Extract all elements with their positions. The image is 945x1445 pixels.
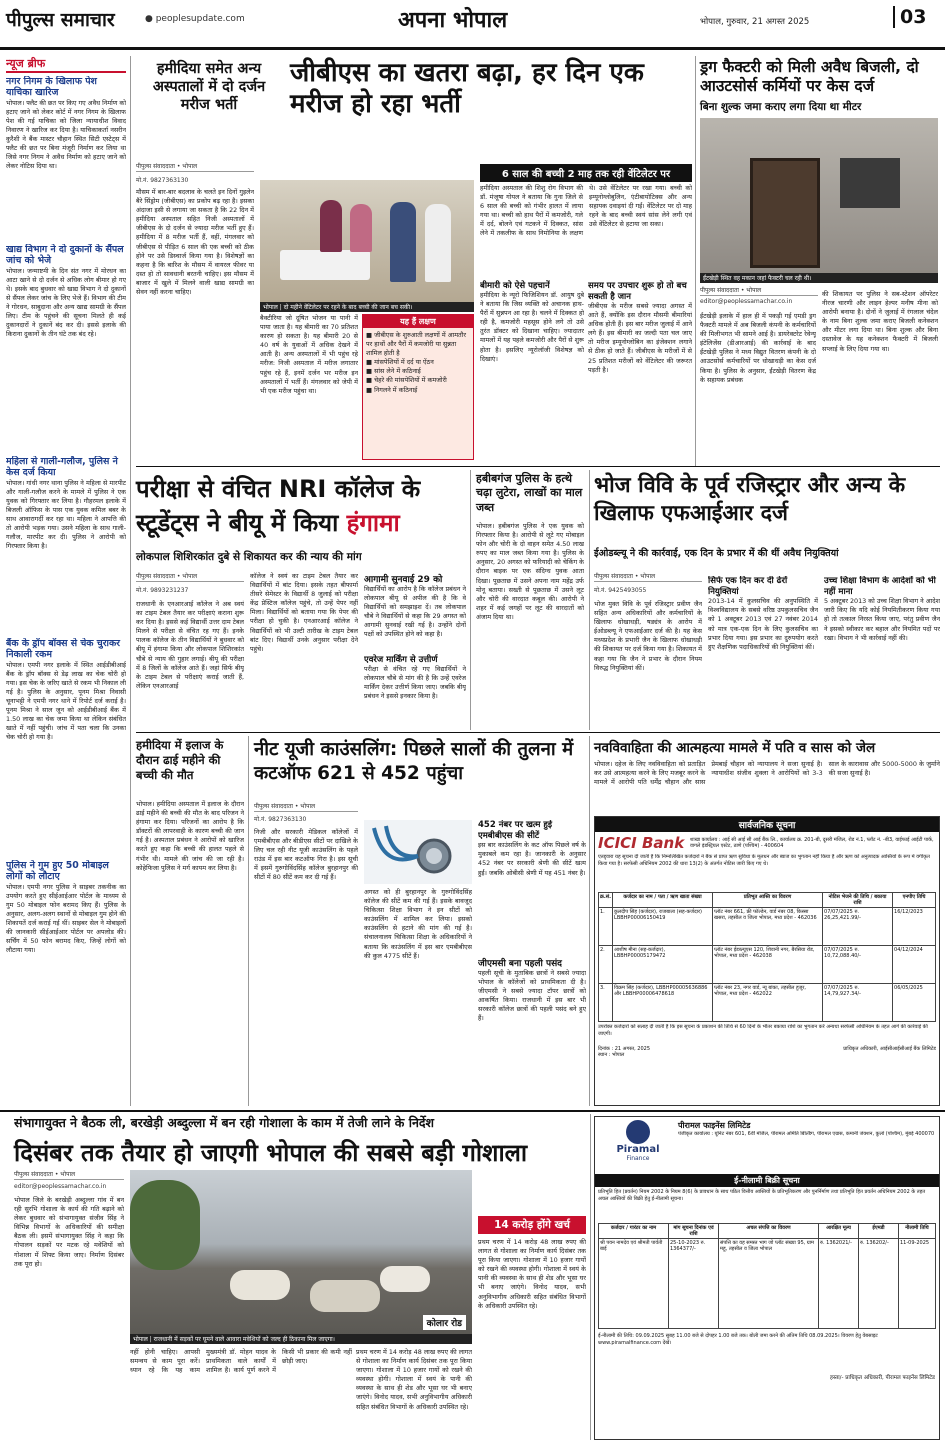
- gaushala-headline: दिसंबर तक तैयार हो जाएगी भोपाल की सबसे बड़ी गोशाला: [14, 1139, 528, 1167]
- hamidia-girl-body: भोपाल। हमीदिया अस्पताल में इलाज के दौरान ढाई महीने की बच्ची की मौत के बाद परिजन ने हंगामा कर दिया। परिजनों का आरोप है कि डॉक्टरों की लापरवाही के कारण बच्ची की जान गई है। अस्पताल प्रबंधन ने आरोपों को खारिज करते हुए कहा कि बच्ची की हालत पहले से गंभीर थी। मामले की जांच की जा रही है। कोहेफिजा पुलिस ने मर्ग कायम कर लिया है।: [136, 800, 244, 872]
- icici-intro: एतद्द्वारा यह सूचना दी जाती है कि निम्नलिखित कर्जदारों ने बैंक से प्राप्त ऋण सुविधा के मूलधन और ब्याज का भुगतान नहीं किया है और ऋण को अनुत्पादक आस्तियों के रूप में वर्गीकृत किया गया है। सरफेसी अधिनियम 2002 की धारा 13(2) के अंतर्गत नोटिस जारी किए गए थे।: [598, 854, 930, 867]
- table-cell: 3.: [599, 984, 613, 1022]
- table-cell: 04/12/2024: [893, 946, 936, 984]
- brief-headline: पुलिस ने गुम हुए 50 मोबाइल लोगों को लौटाए: [6, 860, 109, 883]
- bhoj-box1-heading: सिर्फ एक दिन कर दी ढेरों नियुक्तियां: [708, 576, 788, 597]
- tree-shape: [130, 1180, 200, 1270]
- brief-body: भोपाल। एमपी नगर इलाके में स्थित आईडीबीआई बैंक के ड्रॉप बॉक्स से डेढ़ लाख का चेक चोरी हो गया। इस चेक के जरिए खाते से रकम भी निकाल ली गई है। पुलिस के अनुसार, पूनम मिश्रा निवासी चूनाभट्टी ने एमपी नगर थाने में रिपोर्ट दर्ज कराई है। पूनम मिश्रा ने साल जून को आईडीबीआई बैंक में 1.50 लाख का चेक जमा किया था लेकिन संबंधित खाते में नहीं पहुंची। जांच में पता चला कि उनका चेक चोरी हो गया है।: [6, 660, 126, 742]
- website-link[interactable]: ● peoplesupdate.com: [145, 14, 245, 24]
- dowry-headline: नवविवाहिता की आत्महत्या मामले में पति व सास को जेल: [594, 740, 876, 756]
- nri-marking-box: [364, 654, 466, 726]
- dowry-body: भोपाल। दहेज के लिए नवविवाहिता को प्रताड़ित कर उसे आत्महत्या करने के लिए मजबूर करने के मामले में आरोपी पति धर्मेंद्र चौहान और सास प्रेमबाई चौहान को न्यायालय ने सजा सुनाई है। न्यायाधीश संजीव शुक्ला ने आरोपियों को 3-3 साल के कारावास और 5000-5000 के जुर्माने की सजा सुनाई है।: [594, 760, 940, 787]
- piramal-table: [598, 1223, 936, 1329]
- stethoscope-icon: [364, 820, 472, 884]
- piramal-logo: [598, 1120, 678, 1171]
- doctor-figure: [390, 202, 416, 282]
- symptom-text: निगलने में कठिनाई: [374, 385, 418, 394]
- piramal-brand: Piramal: [616, 1144, 660, 1155]
- section-rule: [136, 466, 940, 467]
- neet-sub2: [478, 956, 586, 1102]
- gaushala-col1: भोपाल जिले के बरखेड़ी अब्दुल्ला गांव में बन रही सुरभि गोशाला के कार्य की गति बढ़ाने को लेकर बुधवार को संभागायुक्त संजीव सिंह ने विभिन्न विभागों के अधिकारियों की समीक्षा बैठक ली। इसमें संभागायुक्त सिंह ने कहा कि गोपालन सड़कों पर मटक रहे मवेशियों को गोशाला में शिफ्ट किया जाए। निर्माण दिसंबर तक पूरा हो।: [14, 1196, 124, 1268]
- table-cell: 2.: [599, 946, 613, 984]
- gaushala-col2: नहीं होनी चाहिए। आपसी समन्वय से काम पूरा करें। ध्यान रहे कि यह काम मुख्यमंत्री डॉ. मोहन यादव के प्राथमिकता वाले कार्यों में शामिल है। कार्य पूर्ण करने में किसी भी प्रकार की कमी नहीं छोड़ी जाए।: [130, 1348, 352, 1375]
- symptom-item: ■ सांस लेने में कठिनाई: [366, 367, 421, 376]
- table-cell: 16/12/2023: [893, 908, 936, 946]
- neet-mobile: मो.नं. 9827363130: [254, 816, 307, 823]
- masthead: [0, 0, 945, 50]
- bhoj-box2-heading: उच्च शिक्षा विभाग के आदेशों को भी नहीं माना: [824, 576, 936, 597]
- gaushala-col3-top: प्रथम चरण में 14 करोड़ 48 लाख रुपए की लागत से गोशाला का निर्माण कार्य दिसंबर तक पूरा किया जाएगा। गोशाला में 10 हजार गायों को रखने की व्यवस्था होगी। गोशाला में स्वयं के पानी की व्यवस्था के साथ ही शेड और भूसा घर भी बनाए जाएंगे। विनोद यादव, सभी अनुविभागीय अधिकारी सहित संबंधित विभागों के अधिकारी उपस्थित रहे।: [478, 1238, 586, 1310]
- symptoms-title: यह हैं लक्षण: [363, 315, 473, 328]
- table-header: आरक्षित मूल्य: [819, 1224, 859, 1239]
- gbs-subhead: 6 साल की बच्ची 2 माह तक रही वेंटिलेटर पर: [480, 164, 692, 182]
- info-heading: बीमारी को ऐसे पहचानें: [480, 281, 550, 291]
- family-figure: [350, 204, 372, 252]
- table-header: क्र.सं.: [599, 893, 613, 908]
- bhoj-box2: [824, 576, 940, 726]
- drug-subhead: बिना शुल्क जमा कराए लगा दिया था मीटर: [700, 101, 862, 113]
- time-heading: समय पर उपचार शुरू हो तो बच सकती है जान: [588, 281, 687, 302]
- table-header: प्रतिभूत आस्ति का विवरण: [713, 893, 823, 908]
- icici-table: [598, 892, 936, 1022]
- hamidia-girl-headline: हमीदिया में इलाज के दौरान ढाई महीने की बच्ची की मौत: [136, 738, 224, 782]
- gbs-kicker: हमीदिया समेत अन्य अस्पतालों में दो दर्जन मरीज भर्ती: [152, 61, 266, 114]
- table-cell: प्लॉट नंबर 23, नगर वार्ड, न्यू बांका, तहसील हुजूर, भोपाल, मध्य प्रदेश - 462022: [713, 984, 823, 1022]
- next-hearing-body: विद्यार्थियों का आरोप है कि कॉलेज प्रबंधन ने लोकपाल बीयू से अपील की है कि वे विद्यार्थियों को समझाइश दें। तब लोकपाल चौबे ने विद्यार्थियों से कहा कि 29 अगस्त को आगामी सुनवाई रखी गई है। उन्होंने दोनों पक्षों को उपस्थित होने को कहा है।: [364, 585, 466, 639]
- table-row: [599, 984, 936, 1022]
- gaushala-col3: प्रथम चरण में 14 करोड़ 48 लाख रुपए की लागत से गोशाला का निर्माण कार्य दिसंबर तक पूरा किया जाएगा। गोशाला में 10 हजार गायों को रखने की व्यवस्था होगी। गोशाला में स्वयं के पानी की व्यवस्था के साथ ही शेड और भूसा घर भी बनाए जाएंगे। विनोद यादव, सभी अनुविभागीय अधिकारी सहित संबंधित विभागों के अधिकारी उपस्थित रहे।: [356, 1348, 472, 1411]
- drug-byline: पीपुल्स संवाददाता • भोपाल: [700, 286, 818, 296]
- nri-headline-text: परीक्षा से वंचित NRI कॉलेज के स्टूडेंट्स ने बीयू में किया: [136, 475, 421, 538]
- section-rule: [136, 732, 940, 733]
- bhoj-byline: पीपुल्स संवाददाता • भोपाल: [594, 572, 702, 582]
- column-divider: [589, 736, 590, 1106]
- neet-sub1: [478, 820, 586, 954]
- cow-shape: [380, 1266, 430, 1292]
- gbs-col1: मौसम में बार-बार बदलाव के चलते इन दिनों गुइलेन बैरे सिंड्रोम (जीबीएस) का प्रकोप बढ़ रहा है। इसका अंदाजा इसी से लगाया जा सकता है कि 22 दिन में हमीदिया अस्पताल सहित निजी अस्पतालों में जीबीएस के दो दर्जन से ज्यादा मरीज भर्ती हुए हैं। हमीदिया में 8 मरीज भर्ती हैं, वहीं, मंगलवार को जीबीएस से पीड़ित 6 साल की एक बच्ची को ठीक होने पर उसे डिस्चार्ज किया गया है। विशेषज्ञों का कहना है कि बारिश के मौसम में वायरल फीवर या दस्त हो तो सावधानी बरतनी चाहिए। इस मौसम में बाजार में खुले में मिलने वाली खाद्य सामग्री का सेवन नहीं करना चाहिए।: [136, 188, 254, 297]
- nri-col1: राजधानी के एनआरआई कॉलेज ने अब स्वयं का टाइम टेबल तैयार कर परीक्षाएं कराना शुरू कर दिया है। इससे कई विद्यार्थी उत्तर दाम टेबल मिलने से परीक्षा से वंचित रह गए हैं। इनके पालक कॉलेज के तीन विद्यार्थियों ने बुधवार को बीयू में हंगामा किया और लोकपाल शिशिरकांत चौबे से न्याय की गुहार लगाई। बीयू की परीक्षा में 8 जिलों के कॉलेज आते हैं। जहां सिर्फ बीयू के टाइम टेबल से परीक्षाएं कराई जाती हैं, लेकिन एनआरआई: [136, 600, 244, 690]
- table-cell: 07/07/2025 रु. 10,72,088.40/-: [823, 946, 893, 984]
- brief-headline: नगर निगम के खिलाफ पेश याचिका खारिज: [6, 76, 97, 99]
- bhoj-subhead: ईओडब्ल्यू ने की कार्रवाई, एक दिन के प्रभार में की थीं अवैध नियुक्तियां: [594, 548, 839, 559]
- bhoj-col1: भोज मुक्त विवि के पूर्व रजिस्ट्रार प्रवीण जैन सहित अन्य अधिकारियों और कर्मचारियों के खिलाफ धोखाधड़ी, षड्यंत्र के आरोप में ईओडब्ल्यू ने एफआईआर दर्ज की है। यह केस मध्यप्रदेश के प्रभारी जैन के खिलाफ धोखाधड़ी की शिकायत पर दर्ज किया गया है। शिकायत में कहा गया कि जैन ने प्रभार के दौरान नियम विरुद्ध नियुक्तियां कीं।: [594, 600, 702, 672]
- gaushala-cost-badge: 14 करोड़ होंगे खर्च: [478, 1216, 586, 1234]
- gbs-byline: पीपुल्स संवाददाता • भोपाल: [136, 162, 254, 172]
- bhoj-box1: [708, 576, 818, 726]
- nri-col2: कॉलेज ने स्वयं का टाइम टेबल तैयार कर विद्यार्थियों में बांट दिया। इसके तहत बीफार्मा तीसरे सेमेस्टर के विद्यार्थी 8 जुलाई को परीक्षा केंद्र प्रेस्टिज कॉलेज पहुंचे, तो उन्हें पेपर नहीं मिला। विद्यार्थियों को बताया गया कि पेपर की परीक्षा हो चुकी है। एनआरआई कॉलेज ने विद्यार्थियों को भी उल्टी तारीख के टाइम टेबल बांट दिए। विद्यार्थी उनके अनुसार परीक्षा देने पहुंचे।: [250, 572, 358, 653]
- brief-item: [6, 244, 126, 450]
- piramal-footer: ई-नीलामी की तिथि: 09.09.2025 सुबह 11.00 बजे से दोपहर 1.00 बजे तक। बोली जमा करने की अंतिम तिथि 08.09.2025। विवरण हेतु वेबसाइट www.piramalfinance.com देखें।: [598, 1333, 878, 1346]
- icici-notice-title: सार्वजनिक सूचना: [595, 817, 939, 832]
- habibganj-body: भोपाल। हबीबगंज पुलिस ने एक युवक को गिरफ्तार किया है। आरोपी से लूटे गए मोबाइल फोन और चोरी के दो वाहन समेत 4.50 लाख रुपए का माल जब्त किया गया है। पुलिस के अनुसार, 20 अगस्त को फरियादी को चेकिंग के दौरान बाइक पर एक संदिग्ध युवक आता दिखा। पूछताछ में उसने अपना नाम महेंद्र उर्फ मोनू बताया। सख्ती से पूछताछ में उसने लूट और चोरी की वारदात कबूल की। आरोपी ने शहर में कई जगहों पर लूट की वारदातों को अंजाम दिया था।: [476, 522, 584, 621]
- brief-item: [6, 638, 126, 854]
- next-hearing-heading: आगामी सुनवाई 29 को: [364, 575, 443, 585]
- neet-col2: अगस्त को ही बुरहानपुर के गुरुगोविंदसिंह कॉलेज की सीटें कम की गई हैं। इसके बावजूद चिकित्सा शिक्षा विभाग ने इन सीटों को काउंसलिंग में शामिल कर लिया। इसको काउंसलिंग से हटाने की मांग की गई है। संचालनालय चिकित्सा शिक्षा के अधिकारियों ने बताया कि काउंसलिंग में इस बार एमबीबीएस की कुल 4775 सीटें हैं।: [364, 888, 472, 960]
- nri-next-box: [364, 572, 466, 652]
- icici-footer: उपरोक्त कर्जदारों को सलाह दी जाती है कि इस सूचना के प्रकाशन की तिथि से 60 दिनों के भीतर बकाया राशि का भुगतान करें अन्यथा सरफेसी अधिनियम के तहत आगे की कार्रवाई की जाएगी।: [598, 1024, 928, 1037]
- gbs-col3: हमीदिया अस्पताल की शिशु रोग विभाग की डॉ. मंजूषा गोयल ने बताया कि गुना जिले से 6 साल की बच्ची को गंभीर हालत में लाया गया था। बच्ची को हाथ पैरों में कमजोरी, गले में दर्द, बोलने एवं गटकने में दिक्कत, सांस लेने में तकलीफ के साथ निमोनिया के लक्षण थे। उसे वेंटिलेटर पर रखा गया। बच्ची को इम्यूनोग्लोबुलिन, एंटीबायोटिक्स और अन्य सहायक दवाइयां दी गईं। वेंटिलेटर पर दो माह रहने के बाद बच्ची स्वयं सांस लेने लगी एवं उसे वेंटिलेटर से हटाया जा सका।: [480, 184, 692, 238]
- cow-shape: [230, 1270, 290, 1300]
- symptom-text: मांसपेशियों में दर्द या ऐंठन: [374, 358, 434, 367]
- bhoj-box1-body: 2013-14 में कुलसचिव की अनुपस्थिति में विश्वविद्यालय के सबसे वरिष्ठ उपकुलसचिव जैन को 1 अक्टूबर 2013 एवं 27 नवंबर 2014 को मात्र एक-एक दिन के लिए कुलसचिव का प्रभार दिया गया। इस प्रभार का दुरुपयोग करते हुए शैक्षणिक पदाधिकारियों की नियुक्तियां कीं।: [708, 597, 818, 651]
- table-cell: प्लॉट नंबर 661, फ्री फॉल्डेन, वार्ड नंबर 08, किस्सा खसरा, तहसील व जिला भोपाल, मध्य प्रदेश - 462036: [713, 908, 823, 946]
- symptom-item: ■ निगलने में कठिनाई: [366, 385, 418, 394]
- neet-byline: पीपुल्स संवाददाता • भोपाल: [254, 802, 358, 812]
- icici-logo: [598, 834, 690, 852]
- table-cell: 07/07/2025 रु. 14,79,927.34/-: [823, 984, 893, 1022]
- piramal-notice-title: ई-नीलामी बिक्री सूचना: [595, 1174, 939, 1187]
- drug-photo-caption: ईंटखेड़ी स्थित वह मकान जहां फैक्टरी चल रही थी।: [700, 273, 938, 283]
- habibganj-headline: हबीबगंज पुलिस के हत्थे चढ़ा लुटेरा, लाखों का माल जब्त: [476, 472, 583, 514]
- table-cell: संपत्ति का वह समस्त भाग जो प्लॉट संख्या 95, ग्राम महू, तहसील व जिला भोपाल: [719, 1239, 819, 1329]
- brief-item: [6, 76, 126, 238]
- bhoj-mobile: मो.नं. 9425493055: [594, 587, 647, 594]
- neet-col1: निजी और सरकारी मेडिकल कॉलेजों में एमबीबीएस और बीडीएस सीटों पर दाखिले के लिए चल रही नीट यूजी काउंसलिंग के पहले राउंड में इस बार कटऑफ गिरा है। इस सूची में इसमें गुरुगोविंदसिंह कॉलेज बुरहानपुर की सीटों में 80 सीटें कम कर दी गई हैं।: [254, 828, 358, 882]
- table-cell: रु. 136202/-: [859, 1239, 899, 1329]
- piramal-signature: हस्ता/- प्राधिकृत अधिकारी, पीरामल फाइनेंस लिमिटेड: [830, 1375, 935, 1381]
- doctor-figure: [425, 204, 451, 282]
- column-divider: [248, 736, 249, 1106]
- brief-body: भोपाल। गांधी नगर थाना पुलिस ने महिला से मारपीट और गाली-गलौज करने के मामले में पुलिस ने एक युवक को गिरफ्तार कर लिया है। गौहरमल इलाके में बिजली ऑफिस के पास एक युवक कमिल बबर के साथ आवारागर्दी कर रहा था। महिला ने आपत्ति की तो आरोपी भड़क गया। उसने महिला के साथ गाली-गलौज, मारपीट कर दी। पुलिस ने आरोपी को गिरफ्तार किया है।: [6, 478, 126, 551]
- column-divider: [695, 56, 696, 466]
- table-header: एनपीए तिथि: [893, 893, 936, 908]
- table-header: कर्जदार का नाम / पता / ऋण खाता संख्या: [613, 893, 713, 908]
- symptoms-box: [362, 314, 474, 460]
- piramal-brand-sub: Finance: [626, 1155, 650, 1162]
- drug-email[interactable]: editor@peoplessamachar.co.in: [700, 298, 793, 305]
- gbs-headline: जीबीएस का खतरा बढ़ा, हर दिन एक मरीज हो रहा भर्ती: [290, 58, 644, 120]
- table-cell: रु. 1362021/-: [819, 1239, 859, 1329]
- gbs-col2: बैक्टीरिया जो दूषित भोजन या पानी में पाया जाता है। यह बीमारी का 70 प्रतिशत कारण हो सकता है। यह बीमारी 20 से 40 वर्ष के युवाओं में अधिक देखने में आती है। अन्य अस्पतालों में भी पहुंच रहे मरीज: निजी अस्पताल में मरीज लगातार पहुंच रहे हैं, इनमें दर्जन भर मरीज इन अस्पतालों में भर्ती हैं। मंगलवार को जेपी में भी एक मरीज पहुंचा था।: [260, 314, 358, 395]
- table-cell: कुलदीप सिंह (कर्जदार), राजबाला (सह-कर्जदार) LBBHP00006150419: [613, 908, 713, 946]
- nri-headline-highlight: हंगामा: [346, 509, 400, 538]
- drug-col1: ईंटखेड़ी इलाके में हाल ही में पकड़ी गई एमडी ड्रग फैक्टरी मामले में अब बिजली कंपनी के कर्मचारियों की मिलीभगत भी सामने आई है। डायरेक्टरेट रेवेन्यू इंटेलिजेंस (डीआरआई) की कार्रवाई के बाद ईंटखेड़ी पुलिस ने मध्य विद्युत वितरण कंपनी के दो आउटसोर्स कर्मचारियों पर धोखाधड़ी का केस दर्ज किया है। पुलिस के अनुसार, ईंटखेड़ी वितरण केंद्र के सहायक प्रबंधक: [700, 312, 816, 384]
- table-header-row: [599, 1224, 936, 1239]
- gbs-info-box: [480, 280, 584, 460]
- symptom-item: ■ जीबीएस के शुरुआती लक्षणों में आमतौर पर हाथों और पैरों में कमजोरी या सुन्नता शामिल होती है: [366, 331, 466, 358]
- icici-logo-text: ICICI Bank: [598, 834, 685, 852]
- stethoscope-graphic: [364, 820, 472, 884]
- icici-notice: [594, 816, 940, 1106]
- symptom-text: जीबीएस के शुरुआती लक्षणों में आमतौर पर हाथों और पैरों में कमजोरी या सुन्नता शामिल होती है: [366, 331, 466, 358]
- time-body: जीबीएस के मरीज सबसे ज्यादा अगस्त में आते हैं, क्योंकि इस दौरान मौसमी बीमारियां अधिक होती हैं। इस बार मरीज जुलाई में आने लगे हैं। इस बीमारी का जल्दी पता चल जाए तो मरीज इम्यूनोग्लोबिन का इंजेक्शन लगाने से ठीक हो जाते हैं। जीबीएस के मरीजों में से 25 प्रतिशत मरीजों को वेंटिलेटर की जरूरत पड़ती है।: [588, 302, 692, 374]
- nri-headline: [136, 472, 466, 540]
- neet-sub2-body: पहली सूची के मुताबिक छात्रों ने सबसे ज्यादा भोपाल के कॉलेजों को प्राथमिकता दी है। जीएमसी ने सबसे ज्यादा टॉपर छात्रों को आकर्षित किया। राजधानी में इस बार भी सरकारी कॉलेज छात्रों की पहली पसंद बने हुए हैं।: [478, 969, 586, 1023]
- icici-signature: प्राधिकृत अधिकारी, आईसीआईसीआई बैंक लिमिटेड: [843, 1046, 936, 1052]
- piramal-address: पंजीकृत कार्यालय : यूनिट नंबर 601, 6वीं मंजिल, पीरामल अमिति बिल्डिंग, पीरामल एग्रास, कमानी जंक्शन, कुर्ला (पश्चिम), मुंबई 400070: [678, 1131, 935, 1137]
- piramal-intro: प्रतिभूति हित (प्रवर्तन) नियम 2002 के नियम 8(6) के प्रावधान के साथ पठित वित्तीय आस्तियों के प्रतिभूतिकरण और पुनर्निर्माण तथा प्रतिभूति हित प्रवर्तन अधिनियम 2002 के तहत अचल आस्तियों की बिक्री हेतु ई-नीलामी सूचना।: [598, 1189, 926, 1202]
- marking-heading: एवरेज मार्किंग से उत्तीर्ण: [364, 655, 438, 665]
- bed-shape: [280, 250, 370, 280]
- brief-item: [6, 456, 126, 632]
- table-header: नीलामी तिथि: [899, 1224, 936, 1239]
- news-brief-label: न्यूज ब्रीफ: [6, 56, 126, 73]
- door-shape: [750, 158, 820, 268]
- gbs-time-box: [588, 280, 692, 460]
- table-cell: 06/05/2025: [893, 984, 936, 1022]
- neet-sub1-body: इस बार काउंसलिंग के कट ऑफ पिछले वर्ष के मुकाबले कम रहा है। जानकारी के अनुसार 452 नंबर पर सरकारी श्रेणी की सीटें खत्म हुईं। जबकि ओबीसी श्रेणी में यह 451 नंबर है।: [478, 841, 586, 877]
- nri-mobile: मो.नं. 9893231237: [136, 587, 189, 594]
- table-cell: 11-09-2025: [899, 1239, 936, 1329]
- drug-photo: [700, 118, 938, 273]
- table-row: [599, 908, 936, 946]
- piramal-logo-icon: [626, 1120, 650, 1144]
- photo-location-label: कोलार रोड: [423, 1315, 466, 1330]
- bhoj-box2-body: 5 अक्टूबर 2013 को उच्च शिक्षा विभाग ने आदेश जारी किए कि यदि कोई नियमितीकरण किया गया हो तो तत्काल निरस्त किया जाए, परंतु प्रवीण जैन ने इसको स्वीकार कर बहाल और नियमित पदों पर रखा। विभाग ने भी कार्रवाई नहीं की।: [824, 597, 940, 642]
- drug-col2: की शिकायत पर पुलिस ने सब-स्टेशन ऑपरेटर नीरज चारणी और लाइन हेल्पर मनीष मीना को आरोपी बनाया है। दोनों ने जुलाई में रंगलाल चंदेल के नाम बिना शुल्क जमा कराए बिजली कनेक्शन और मीटर लगा दिया था। बिना शुल्क और बिना दस्तावेज के यह कनेक्शन फैक्टरी में बिजली सप्लाई के लिए दिया गया था।: [822, 290, 938, 353]
- bhoj-headline: भोज विवि के पूर्व रजिस्ट्रार और अन्य के खिलाफ एफआईआर दर्ज: [594, 473, 906, 526]
- info-body: हमीदिया के न्यूरो फिजिशियन डॉ. आयुष दुबे ने बताया कि जिस व्यक्ति को अचानक हाथ-पैरों में सुन्नपन आ रहा है। चलने में दिक्कत हो रही है, कमजोरी महसूस होने लगे तो उसे तुरंत डॉक्टर को दिखाना चाहिए। ज्यादातर मामलों में यह पहले कमजोरी और पैरों से शुरू होता है। इसलिए न्यूरोलॉजी विशेषज्ञ को दिखाएं।: [480, 291, 584, 363]
- table-row: [599, 946, 936, 984]
- column-divider: [589, 470, 590, 730]
- cow-shape: [310, 1280, 380, 1312]
- brief-headline: महिला से गाली-गलौज, पुलिस ने केस दर्ज किया: [6, 456, 118, 479]
- symptom-text: चेहरे की मांसपेशियों में कमजोरी: [374, 376, 447, 385]
- table-header: नोटिस भेजने की तिथि / बकाया राशि: [823, 893, 893, 908]
- marking-body: परीक्षा से वंचित रहे गए विद्यार्थियों ने लोकपाल चौबे से मांग की है कि उन्हें एवरेज मार्किंग देकर उत्तीर्ण किया जाए। जबकि बीयू प्रबंधन ने इससे इनकार किया है।: [364, 665, 466, 701]
- page-number: 03: [893, 6, 926, 28]
- nri-byline: पीपुल्स संवाददाता • भोपाल: [136, 572, 244, 582]
- table-header-row: [599, 893, 936, 908]
- section-title: अपना भोपाल: [398, 8, 508, 33]
- table-header: ईएमडी: [859, 1224, 899, 1239]
- gaushala-email[interactable]: editor@peoplessamachar.co.in: [14, 1183, 107, 1190]
- table-cell: 25-10-2023 रु. 1364377/-: [669, 1239, 719, 1329]
- neet-sub2-heading: जीएमसी बना पहली पसंद: [478, 959, 562, 969]
- gaushala-kicker: संभागायुक्त ने बैठक ली, बरखेड़ी अब्दुल्ला में बन रही गोशाला के काम में तेजी लाने के निर्देश: [14, 1115, 435, 1130]
- table-cell: प्लॉट नंबर ईडब्ल्यूएस 120, शिवानी नगर, बैरसिया रोड, भोपाल, मध्य प्रदेश - 462038: [713, 946, 823, 984]
- piramal-notice: [594, 1116, 940, 1440]
- symptom-item: ■ चेहरे की मांसपेशियों में कमजोरी: [366, 376, 447, 385]
- section-rule: [0, 1110, 945, 1112]
- gaushala-photo: [130, 1170, 472, 1334]
- paper-logo: पीपुल्स समाचार: [6, 9, 115, 31]
- website-text[interactable]: peoplesupdate.com: [155, 14, 245, 24]
- column-divider: [470, 470, 471, 730]
- news-brief-column: [6, 56, 126, 1106]
- symptom-item: ■ मांसपेशियों में दर्द या ऐंठन: [366, 358, 434, 367]
- gaushala-byline: पीपुल्स संवाददाता • भोपाल: [14, 1170, 124, 1180]
- gaushala-photo-caption: भोपाल | राजधानी में सड़कों पर घूमने वाले आवारा मवेशियों को जल्द ही ठिकाना मिल जाएगा।: [130, 1334, 472, 1344]
- table-cell: आशीष मीना (सह-कर्जदार), LBBHP00005179472: [613, 946, 713, 984]
- icici-place: स्थान : भोपाल: [598, 1052, 625, 1058]
- dateline: भोपाल, गुरुवार, 21 अगस्त 2025: [700, 17, 810, 27]
- gbs-photo-caption: भोपाल | दो महीने वेंटिलेटर पर रहने के बाद बच्ची की जान बच सकी।: [260, 302, 474, 312]
- brief-body: भोपाल। फ्लैट की छत पर किए गए अवैध निर्माण को हटाए जाने को लेकर कोर्ट में नगर निगम के खिलाफ पेश की गई याचिका को जिला न्यायाधीश विवाद निवारण ने खारिज कर दिया है। याचिकाकर्ता नसरीन कुरैशी ने बैंक मास्टर चौहान स्थित सिटी एस्टेट्स में फ्लैट की छत पर बिना मंजूरी निर्माण कर लिया था जिसे नगर निगम ने अवैध निर्माण को हटाए जाने को लेकर नोटिस दिया था।: [6, 98, 126, 171]
- drug-headline: ड्रग फैक्टरी को मिली अवैध बिजली, दो आउटसोर्स कर्मियों पर केस दर्ज: [700, 58, 919, 96]
- piramal-company: पीरामल फाइनेंस लिमिटेड: [678, 1121, 751, 1130]
- neet-sub1-heading: 452 नंबर पर खत्म हुई एमबीबीएस की सीटें: [478, 820, 553, 841]
- table-row: [599, 1239, 936, 1329]
- column-divider: [130, 56, 131, 1106]
- brief-body: भोपाल। एमपी नगर पुलिस ने साइबर तकनीक का उपयोग करते हुए सीईआईआर पोर्टल के माध्यम से गुम 50 मोबाइल फोन बरामद किए हैं। पुलिस के अनुसार, अलग-अलग स्थानों से मोबाइल गुम होने की शिकायतें दर्ज कराई गई थीं। साइबर सेल ने मोबाइलों की जानकारी सीईआईआर पोर्टल पर अपलोड की। सर्चिंग में 50 फोन बरामद किए, जिन्हें लोगों को लौटाया गया।: [6, 882, 126, 955]
- brief-body: भोपाल। जन्माष्टमी के दिन संत नगर में मोरधन का आटा खाने से दो दर्जन से अधिक लोग बीमार हो गए थे। इसके बाद बुधवार को खाद्य विभाग ने दो दुकानों से सैंपल लेकर जांच के लिए भेजे हैं। विभाग की टीम ने गोरधन, साबुदाना और अन्य खाद्य सामग्री के सैंपल लिए। टीम के पहुंचने की सूचना मिलते ही कई दुकानदारों ने दुकानें बंद कर दी। इससे इलाके की किराना दुकानों के तीन घंटे तक बंद रहे।: [6, 266, 126, 339]
- table-header: अचल संपत्ति का विवरण: [719, 1224, 819, 1239]
- gbs-mobile: मो.नं. 9827363130: [136, 177, 189, 184]
- table-cell: विक्रम सिंह (कर्जदार), LBBHP00005636886 और LBBHP00006478618: [613, 984, 713, 1022]
- brief-headline: बैंक के ड्रॉप बॉक्स से चेक चुराकर निकाली रकम: [6, 638, 121, 661]
- brief-headline: खाद्य विभाग ने दो दुकानों के सैंपल जांच को भेजे: [6, 244, 124, 267]
- window-shape: [840, 158, 900, 208]
- nri-subhead: लोकपाल शिशिरकांत दुबे से शिकायत कर की न्याय की मांग: [136, 551, 362, 563]
- brief-item: [6, 860, 126, 1070]
- table-cell: 07/07/2025 रु. 26,25,421.99/-: [823, 908, 893, 946]
- column-divider: [590, 1114, 591, 1440]
- icici-date: दिनांक : 21 अगस्त, 2025: [598, 1046, 651, 1052]
- table-cell: श्री पवन नामदेव एवं श्रीमती पार्वती बाई: [599, 1239, 669, 1329]
- family-figure: [320, 200, 342, 252]
- icici-office: शाखा कार्यालय : आई सी आई सी आई बैंक लि., कार्यालय क्र. 201-बी, दूसरी मंजिल, रोड नं.1, प्लॉट नं. -बी3, वाईफाई आईटी पार्क, वागले इंडस्ट्रियल एस्टेट, ठाणे (पश्चिम) - 400604: [690, 836, 934, 849]
- table-header: कर्जदार / गारंटर का नाम: [599, 1224, 669, 1239]
- symptom-text: सांस लेने में कठिनाई: [374, 367, 421, 376]
- table-header: मांग सूचना दिनांक एवं राशि: [669, 1224, 719, 1239]
- neet-headline: नीट यूजी काउंसलिंग: पिछले सालों की तुलना में कटऑफ 621 से 452 पहुंचा: [254, 739, 574, 785]
- table-cell: 1.: [599, 908, 613, 946]
- gbs-photo: [260, 180, 474, 302]
